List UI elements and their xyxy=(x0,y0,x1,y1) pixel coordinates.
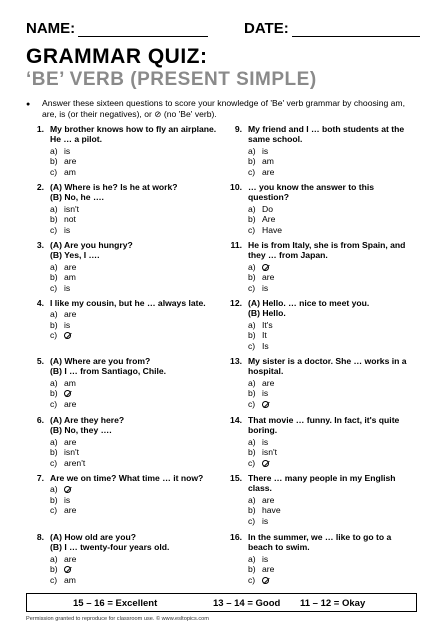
question-text: (A) Where is he? Is he at work? (B) No, he …. xyxy=(50,182,178,203)
question-text: Are we on time? What time … it now? xyxy=(50,473,204,483)
answer-option[interactable]: a) are xyxy=(248,494,275,505)
no-be-verb-icon xyxy=(64,566,71,573)
answer-options xyxy=(50,484,76,515)
page-subtitle: ‘BE’ VERB (PRESENT SIMPLE) xyxy=(26,69,317,90)
no-be-verb-icon xyxy=(64,486,71,493)
answer-option[interactable]: a) are xyxy=(50,436,77,447)
answer-option[interactable]: b) Are xyxy=(248,214,276,225)
question-text: (A) Are you hungry? (B) Yes, I …. xyxy=(50,240,133,261)
answer-option[interactable]: c) is xyxy=(50,282,71,293)
answer-option[interactable]: c) is xyxy=(248,515,269,526)
score-okay: 11 – 12 = Okay xyxy=(300,598,366,609)
no-be-verb-icon xyxy=(262,401,269,408)
answer-option[interactable]: a) is xyxy=(248,553,269,564)
answer-option[interactable]: b) is xyxy=(50,494,71,505)
answer-option[interactable]: b) am xyxy=(248,156,274,167)
header xyxy=(26,20,425,40)
no-be-verb-icon xyxy=(262,460,269,467)
no-be-verb-icon xyxy=(64,390,71,397)
question-text: (A) Are they here? (B) No, they …. xyxy=(50,415,125,436)
answer-option[interactable]: c) are xyxy=(50,398,77,409)
answer-options xyxy=(50,554,76,585)
answer-option[interactable]: b) xyxy=(50,388,76,398)
question-number: 4. xyxy=(36,298,44,308)
answer-option[interactable]: b) xyxy=(50,564,76,574)
score-good: 13 – 14 = Good xyxy=(213,598,281,609)
question-text: My sister is a doctor. She … works in a hospital. xyxy=(248,356,407,377)
question-text: In the summer, we … like to go to a beach to swim. xyxy=(248,532,392,553)
page-title: GRAMMAR QUIZ: xyxy=(26,45,208,68)
answer-option[interactable]: c) xyxy=(248,575,274,585)
answer-option[interactable]: a) is xyxy=(50,145,71,156)
answer-option[interactable]: b) are xyxy=(50,156,77,167)
answer-option[interactable]: c) xyxy=(248,458,277,468)
answer-option[interactable]: a) is xyxy=(248,436,269,447)
question-number: 14. xyxy=(230,415,242,425)
question-text: There … many people in my English class. xyxy=(248,473,396,494)
answer-options xyxy=(248,262,274,293)
score-box xyxy=(26,593,417,612)
question-number: 10. xyxy=(230,182,242,192)
date-line xyxy=(292,22,420,37)
answer-option[interactable]: a) isn't xyxy=(50,203,80,214)
question-number: 2. xyxy=(36,182,44,192)
answer-option[interactable]: b) are xyxy=(248,272,275,283)
answer-options xyxy=(248,146,274,177)
answer-option[interactable]: c) are xyxy=(248,166,275,177)
answer-options xyxy=(248,204,282,235)
answer-option[interactable]: c) am xyxy=(50,574,76,585)
question-text: My brother knows how to fly an airplane. He … a pilot. xyxy=(50,124,217,145)
answer-options xyxy=(248,554,274,585)
question-text: (A) Where are you from? (B) I … from Santiago, Chile. xyxy=(50,356,167,377)
answer-options xyxy=(248,378,274,409)
answer-option[interactable]: a) Do xyxy=(248,203,273,214)
answer-option[interactable]: a) It's xyxy=(248,319,273,330)
score-excellent: 15 – 16 = Excellent xyxy=(73,598,158,609)
answer-option[interactable]: a) are xyxy=(50,261,77,272)
no-be-verb-icon xyxy=(262,264,269,271)
question-number: 16. xyxy=(230,532,242,542)
question-text: My friend and I … both students at the same school. xyxy=(248,124,405,145)
answer-option[interactable]: b) am xyxy=(50,272,76,283)
answer-option[interactable]: a) am xyxy=(50,377,76,388)
question-number: 9. xyxy=(234,124,242,134)
answer-option[interactable]: c) Have xyxy=(248,224,283,235)
answer-options xyxy=(50,309,76,340)
no-be-verb-icon xyxy=(262,577,269,584)
answer-option[interactable]: c) is xyxy=(50,224,71,235)
answer-option[interactable]: b) are xyxy=(248,564,275,575)
question-number: 12. xyxy=(230,298,242,308)
answer-options xyxy=(50,204,79,235)
answer-option[interactable]: a) are xyxy=(50,553,77,564)
answer-option[interactable]: a) are xyxy=(248,377,275,388)
question-text: I like my cousin, but he … always late. xyxy=(50,298,206,308)
answer-options xyxy=(50,262,76,293)
answer-options xyxy=(50,437,85,468)
answer-option[interactable]: a) xyxy=(248,262,274,272)
answer-option[interactable]: b) It xyxy=(248,330,267,341)
footer-credit: Permission granted to reproduce for classroom use. © www.esltopics.com xyxy=(26,616,209,622)
answer-options xyxy=(248,495,281,526)
question-number: 15. xyxy=(230,473,242,483)
answer-option[interactable]: a) xyxy=(50,484,76,494)
answer-option[interactable]: b) have xyxy=(248,505,281,516)
question-number: 1. xyxy=(36,124,44,134)
answer-options xyxy=(248,437,277,468)
question-number: 7. xyxy=(36,473,44,483)
question-number: 3. xyxy=(36,240,44,250)
question-text: That movie … funny. In fact, it's quite boring. xyxy=(248,415,400,436)
name-field[interactable] xyxy=(26,20,208,37)
answer-option[interactable]: b) is xyxy=(50,319,71,330)
answer-option[interactable]: b) isn't xyxy=(50,447,80,458)
question-number: 11. xyxy=(230,240,242,250)
question-text: He is from Italy, she is from Spain, and they … from Japan. xyxy=(248,240,406,261)
answer-options xyxy=(50,146,76,177)
question-text: (A) Hello. … nice to meet you. (B) Hello. xyxy=(248,298,370,319)
instructions-text: Answer these sixteen questions to score your knowledge of 'Be' verb grammar by choosing am, are, is (or their negatives), or ⊘ (no 'Be' verb). xyxy=(42,98,405,119)
question-number: 13. xyxy=(230,356,242,366)
answer-option[interactable]: a) is xyxy=(248,145,269,156)
answer-option[interactable]: c) xyxy=(248,399,274,409)
name-line xyxy=(78,22,208,37)
name-label: NAME: xyxy=(26,20,76,37)
question-text: … you know the answer to this question? xyxy=(248,182,375,203)
answer-option[interactable]: c) xyxy=(50,330,76,340)
date-field[interactable] xyxy=(244,20,420,37)
answer-option[interactable]: c) is xyxy=(248,282,269,293)
bullet-icon: ● xyxy=(26,101,31,108)
answer-options xyxy=(248,320,273,351)
question-text: (A) How old are you? (B) I … twenty-four years old. xyxy=(50,532,170,553)
answer-option[interactable]: c) aren't xyxy=(50,457,86,468)
question-number: 6. xyxy=(36,415,44,425)
no-be-verb-icon xyxy=(64,332,71,339)
date-label: DATE: xyxy=(244,20,289,37)
answer-option[interactable]: b) is xyxy=(248,388,269,399)
answer-option[interactable]: b) isn't xyxy=(248,447,278,458)
answer-option[interactable]: a) are xyxy=(50,309,77,320)
answer-option[interactable]: c) Is xyxy=(248,340,269,351)
answer-option[interactable]: b) not xyxy=(50,214,76,225)
answer-options xyxy=(50,378,76,409)
answer-option[interactable]: c) are xyxy=(50,505,77,516)
question-number: 8. xyxy=(36,532,44,542)
answer-option[interactable]: c) am xyxy=(50,166,76,177)
question-number: 5. xyxy=(36,356,44,366)
